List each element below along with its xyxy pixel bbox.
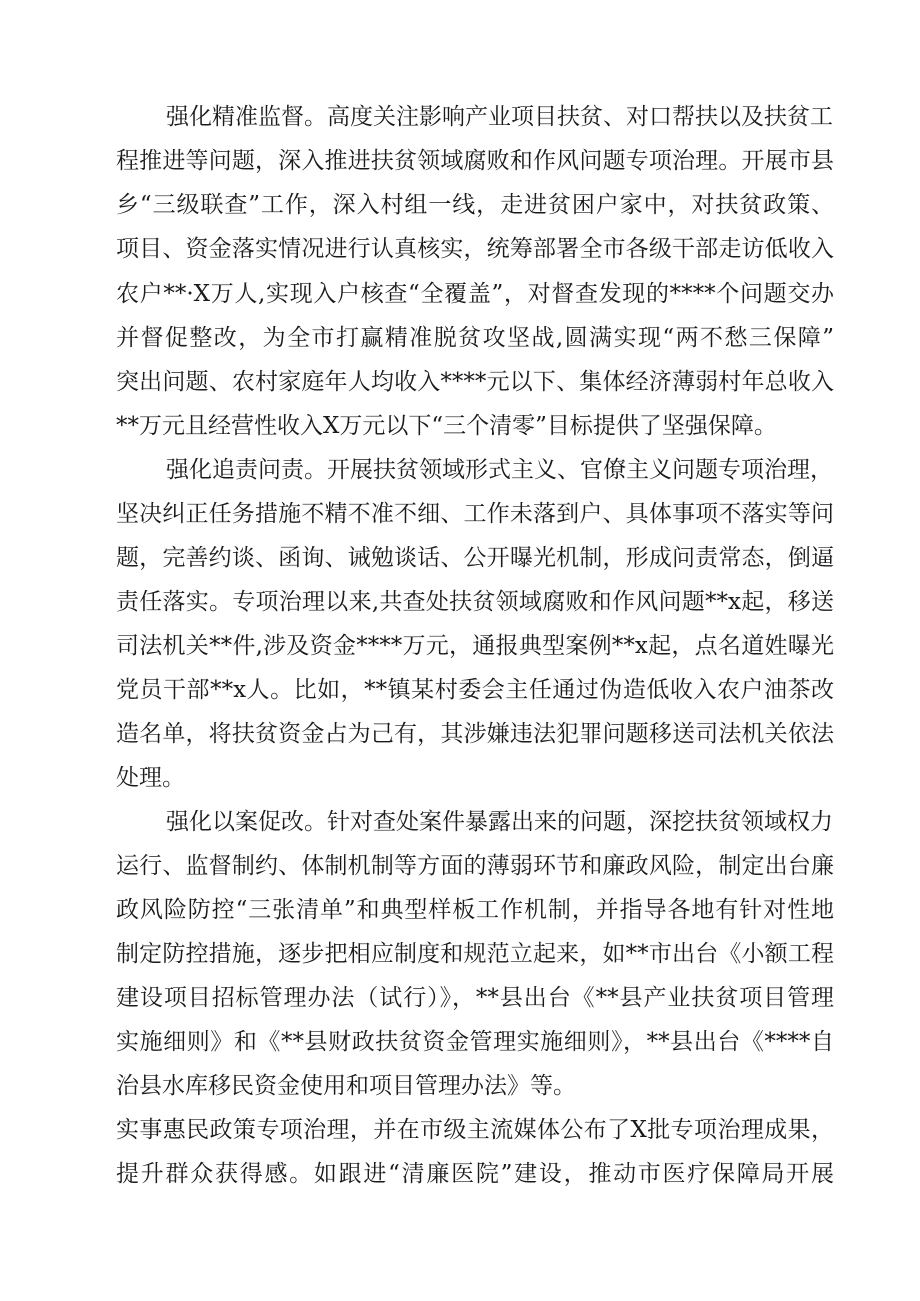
text-line: 程推进等问题，深入推进扶贫领域腐败和作风问题专项治理。开展市县 <box>116 148 834 174</box>
text-line: 坚决纠正任务措施不精不准不细、工作未落到户、具体事项不落实等问 <box>116 501 834 527</box>
text-line: 政风险防控“三张清单”和典型样板工作机制，并指导各地有针对性地 <box>116 897 834 923</box>
text-line: 项目、资金落实情况进行认真核实，统筹部署全市各级干部走访低收入 <box>116 236 834 262</box>
text-line: 突出问题、农村家庭年人均收入****元以下、集体经济薄弱村年总收入 <box>116 369 834 395</box>
text-line: 司法机关**件,涉及资金****万元，通报典型案例**x起，点名道姓曝光 <box>116 633 834 659</box>
text-line: 处理。 <box>116 765 185 791</box>
text-line: 提升群众获得感。如跟进“清廉医院”建设，推动市医疗保障局开展 <box>116 1161 834 1187</box>
text-line: 农户**·X万人,实现入户核查“全覆盖”，对督查发现的****个问题交办 <box>116 281 834 307</box>
text-line: 强化以案促改。针对查处案件暴露出来的问题，深挖扶贫领域权力 <box>166 809 833 835</box>
text-line: 责任落实。专项治理以来,共查处扶贫领域腐败和作风问题**x起，移送 <box>116 589 834 615</box>
text-line: 制定防控措施，逐步把相应制度和规范立起来，如**市出台《小额工程 <box>116 941 834 967</box>
text-line: **万元且经营性收入X万元以下“三个清零”目标提供了坚强保障。 <box>116 413 777 439</box>
text-line: 强化追责问责。开展扶贫领域形式主义、官僚主义问题专项治理， <box>166 457 833 483</box>
text-line: 实事惠民政策专项治理，并在市级主流媒体公布了X批专项治理成果， <box>116 1117 834 1143</box>
text-line: 实施细则》和《**县财政扶贫资金管理实施细则》，**县出台《****自 <box>116 1029 834 1055</box>
text-line: 治县水库移民资金使用和项目管理办法》等。 <box>116 1073 576 1099</box>
text-line: 党员干部**x人。比如，**镇某村委会主任通过伪造低收入农户油茶改 <box>116 677 834 703</box>
text-line: 乡“三级联查”工作，深入村组一线，走进贫困户家中，对扶贫政策、 <box>116 192 834 218</box>
text-line: 题，完善约谈、函询、诫勉谈话、公开曝光机制，形成问责常态，倒逼 <box>116 545 834 571</box>
text-line: 并督促整改，为全市打赢精准脱贫攻坚战,圆满实现“两不愁三保障” <box>116 325 834 351</box>
text-line: 运行、监督制约、体制机制等方面的薄弱环节和廉政风险，制定出台廉 <box>116 853 834 879</box>
text-line: 造名单，将扶贫资金占为己有，其涉嫌违法犯罪问题移送司法机关依法 <box>116 721 834 747</box>
text-line: 强化精准监督。高度关注影响产业项目扶贫、对口帮扶以及扶贫工 <box>166 104 833 130</box>
text-line: 建设项目招标管理办法（试行）》，**县出台《**县产业扶贫项目管理 <box>116 985 834 1011</box>
